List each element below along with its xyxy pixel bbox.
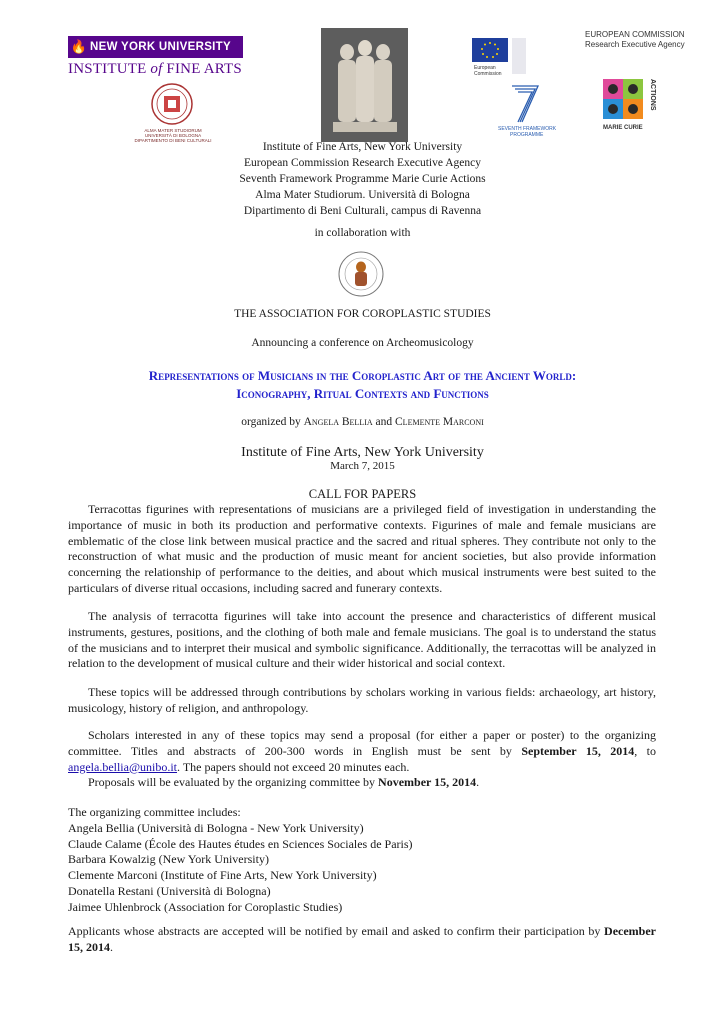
conference-title-line1: Representations of Musicians in the Coroplastic Art of the Ancient World:	[148, 368, 577, 383]
eu-commission-logo	[470, 36, 530, 78]
event-date: March 7, 2015	[330, 460, 395, 472]
paragraph-4	[68, 728, 656, 775]
conference-title	[60, 367, 665, 403]
fp7-caption-1: SEVENTH FRAMEWORK	[498, 126, 557, 132]
organizer-1: Angela Bellia	[303, 416, 373, 428]
nyu-logo	[68, 36, 243, 58]
committee-section	[68, 805, 656, 916]
association-name: THE ASSOCIATION FOR COROPLASTIC STUDIES	[234, 308, 491, 320]
ifa-logo-text	[68, 61, 248, 78]
paragraph-3: These topics will be addressed through contributions by scholars working in various fields: archaeology, art history, musicology, history of religion, and anthropology.	[68, 685, 656, 715]
submission-deadline: September 15, 2014	[521, 743, 635, 758]
contact-email-link[interactable]: angela.bellia@unibo.it	[68, 759, 178, 774]
conference-title-line2: Iconography, Ritual Contexts and Functions	[236, 386, 489, 401]
committee-member: Jaimee Uhlenbrock (Association for Coroplastic Studies)	[68, 899, 343, 914]
ec-line1: EUROPEAN COMMISSION	[585, 30, 685, 39]
collab-text: in collaboration with	[314, 227, 411, 239]
paragraph-1: Terracottas figurines with representations of musicians are a privileged field of investigation in understanding the importance of music in both its production and performative contexts. Figurines of male and female musicians are emblematic of the close link between musical practice and the sacred and ritual spheres. They contribute not only to the reconstruction of what music and the production of music meant for ancient societies, but also provide information concerning the relationship of performance to the deities, and about which musical instruments were best suited to the particulars of diverse ritual occasions, including sacred and funerary contexts.	[68, 502, 656, 595]
ifa-post: FINE ARTS	[162, 61, 242, 77]
evaluation-deadline: November 15, 2014	[378, 775, 477, 789]
institution-line: Institute of Fine Arts, New York University	[262, 141, 463, 153]
mc-side: ACTIONS	[649, 79, 656, 111]
venue: Institute of Fine Arts, New York University	[241, 445, 484, 460]
paragraph-5	[68, 775, 656, 791]
para5-a: Proposals will be evaluated by the organizing committee by	[88, 775, 379, 789]
institution-line: Dipartimento di Beni Culturali, campus di Ravenna	[243, 205, 482, 217]
institutions-list	[0, 139, 725, 219]
para5-b: .	[476, 775, 480, 789]
marie-curie-logo	[601, 77, 656, 139]
fp7-caption-2: PROGRAMME	[510, 132, 544, 138]
bologna-caption-1: ALMA MATER STUDIORUM	[144, 128, 202, 133]
committee-member: Clemente Marconi (Institute of Fine Arts, New York University)	[68, 868, 377, 883]
ifa-pre: INSTITUTE	[68, 61, 151, 77]
para4-b: , to	[634, 743, 656, 758]
paragraph-2: The analysis of terracotta figurines will take into account the presence and characteristics of different musical instruments, gestures, positions, and the clothing of both male and female musicians. The goal is to understand the status of the musicians and to interpret their musical and symbolic significance. Additionally, the terracottas will be analyzed in relation to the development of musical culture and their wider historical and social context.	[68, 609, 656, 671]
nyu-logo-text: NEW YORK UNIVERSITY	[90, 41, 231, 53]
terracotta-figurine-photo	[321, 28, 408, 142]
mc-caption: MARIE CURIE	[603, 125, 643, 131]
institution-line: Alma Mater Studiorum. Università di Bologna	[255, 189, 470, 201]
final-b: .	[110, 939, 113, 954]
bologna-caption-2: UNIVERSITÀ DI BOLOGNA	[144, 133, 202, 138]
fp7-logo	[490, 82, 560, 138]
eu-caption-1: European	[474, 65, 496, 71]
para4-c: . The papers should not exceed 20 minutes each.	[177, 759, 410, 774]
bologna-caption-3: DIPARTIMENTO DI BENI CULTURALI	[134, 138, 212, 143]
committee-member: Angela Bellia (Università di Bologna - New York University)	[68, 820, 364, 835]
committee-member: Barbara Kowalzig (New York University)	[68, 852, 269, 867]
organized-and: and	[372, 416, 396, 428]
torch-icon: 🔥	[70, 39, 88, 54]
committee-title: The organizing committee includes:	[68, 805, 241, 819]
confirmation-deadline: December 15, 2014	[68, 924, 656, 954]
announcing-text: Announcing a conference on Archeomusicology	[251, 337, 474, 349]
institution-line: Seventh Framework Programme Marie Curie Actions	[239, 173, 486, 185]
institution-line: European Commission Research Executive Agency	[244, 157, 481, 169]
committee-member: Claude Calame (École des Hautes études en Sciences Sociales de Paris)	[68, 836, 413, 851]
organizer-2: Clemente Marconi	[395, 416, 484, 428]
organized-by	[0, 414, 725, 430]
coroplastic-association-seal-icon	[333, 250, 389, 298]
eu-caption-2: Commission	[474, 71, 502, 77]
committee-member: Donatella Restani (Università di Bologna)	[68, 883, 271, 898]
para4-a: Scholars interested in any of these topics may send a proposal (for either a paper or poster) to the organizing committee. Titles and abstracts of 200-300 words in English must be sent by	[68, 728, 656, 758]
final-a: Applicants whose abstracts are accepted will be notified by email and asked to confirm their participation by	[68, 924, 605, 938]
call-for-papers-heading: CALL FOR PAPERS	[308, 487, 417, 501]
organized-pre: organized by	[241, 416, 304, 428]
ec-line2: Research Executive Agency	[585, 40, 685, 49]
final-paragraph	[68, 924, 656, 956]
ec-rea-text	[585, 30, 685, 50]
ifa-of: of	[150, 61, 163, 77]
bologna-seal-icon	[142, 82, 202, 126]
